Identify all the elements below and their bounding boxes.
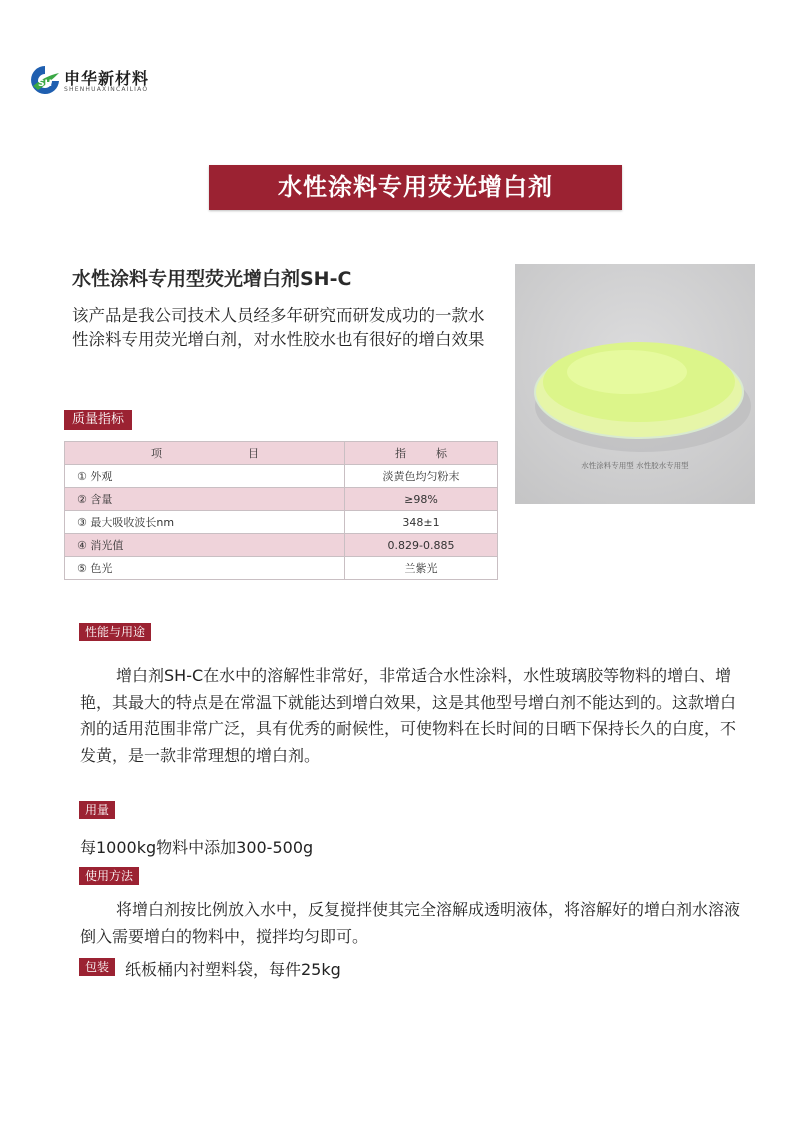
logo-name-en: SHENHUAXINCAILIAO <box>64 86 149 93</box>
product-photo <box>515 264 755 504</box>
spec-cell: 兰紫光 <box>345 557 498 580</box>
table-row <box>65 488 498 511</box>
logo-mark-icon <box>30 64 60 98</box>
item-cell: ③ 最大吸收波长nm <box>65 511 345 534</box>
spec-cell: 348±1 <box>345 511 498 534</box>
usage-paragraph: 增白剂SH-C在水中的溶解性非常好，非常适合水性涂料，水性玻璃胶等物料的增白、增艳，其最大的特点是在常温下就能达到增白效果，这是其他型号增白剂不能达到的。这款增白剂的适用范围非常广泛，具有优秀的耐候性，可使物料在长时间的日晒下保持长久的白度，不发黄，是一款非常理想的增白剂。 <box>80 666 737 765</box>
item-cell: ⑤ 色光 <box>65 557 345 580</box>
spec-column-header: 指 标 <box>345 442 498 465</box>
table-row <box>65 511 498 534</box>
table-row <box>65 465 498 488</box>
photo-caption: 水性涂料专用型 水性胶水专用型 <box>581 461 689 470</box>
quality-tag: 质量指标 <box>64 410 132 430</box>
spec-cell: ≥98% <box>345 488 498 511</box>
method-tag: 使用方法 <box>79 867 139 885</box>
spec-cell: 0.829-0.885 <box>345 534 498 557</box>
logo-mark-text: SH <box>37 79 53 89</box>
item-column-header: 项 目 <box>65 442 345 465</box>
packaging-tag: 包装 <box>79 958 115 976</box>
usage-tag: 性能与用途 <box>79 623 151 641</box>
product-name: 水性涂料专用型荧光增白剂SH-C <box>72 268 352 290</box>
quality-table <box>64 441 498 580</box>
item-cell: ④ 消光值 <box>65 534 345 557</box>
title-banner: 水性涂料专用荧光增白剂 <box>209 165 622 210</box>
product-intro: 该产品是我公司技术人员经多年研究而研发成功的一款水性涂料专用荧光增白剂，对水性胶水也有很好的增白效果 <box>72 306 485 349</box>
item-cell: ① 外观 <box>65 465 345 488</box>
method-paragraph: 将增白剂按比例放入水中，反复搅拌使其完全溶解成透明液体，将溶解好的增白剂水溶液倒入需要增白的物料中，搅拌均匀即可。 <box>80 900 741 946</box>
logo-name-cn: 申华新材料 <box>64 69 150 88</box>
dosage-text: 每1000kg物料中添加300-500g <box>80 838 314 857</box>
packaging-text: 纸板桶内衬塑料袋，每件25kg <box>125 960 341 979</box>
dosage-tag: 用量 <box>79 801 115 819</box>
spec-cell: 淡黄色均匀粉末 <box>345 465 498 488</box>
item-cell: ② 含量 <box>65 488 345 511</box>
table-row <box>65 557 498 580</box>
table-header-row <box>65 442 498 465</box>
company-logo <box>30 62 170 102</box>
table-row <box>65 534 498 557</box>
